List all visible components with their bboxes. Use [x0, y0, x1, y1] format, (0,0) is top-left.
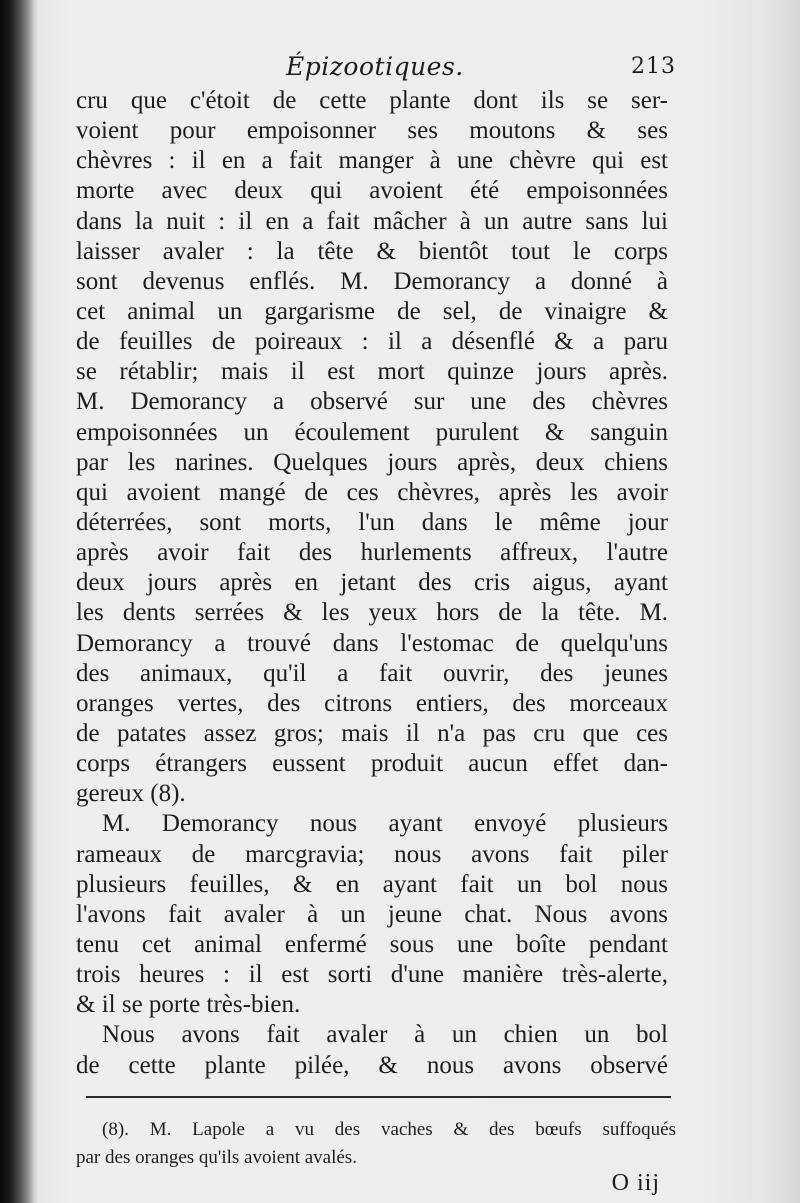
- text-line: Demorancy a trouvé dans l'estomac de quelqu'uns: [76, 629, 668, 657]
- book-page: [76, 48, 676, 1198]
- body-text: [76, 86, 668, 1081]
- paragraph-start-line: M. Demorancy nous ayant envoyé plusieurs: [102, 810, 668, 838]
- text-line: laisser avaler : la tête & bientôt tout le corps: [76, 237, 668, 265]
- text-line: de patates assez gros; mais il n'a pas cru que ces: [76, 719, 668, 747]
- text-line: M. Demorancy a observé sur une des chèvres: [76, 388, 668, 416]
- text-line: cru que c'étoit de cette plante dont ils se ser-: [76, 87, 668, 114]
- text-line: les dents serrées & les yeux hors de la tête. M.: [76, 599, 668, 627]
- text-line: rameaux de marcgravia; nous avons fait piler: [76, 840, 668, 868]
- text-line: corps étrangers eussent produit aucun effet dan-: [76, 750, 668, 778]
- text-line: après avoir fait des hurlements affreux, l'autre: [76, 539, 668, 567]
- text-line: des animaux, qu'il a fait ouvrir, des jeunes: [76, 659, 668, 687]
- text-line: chèvres : il en a fait manger à une chèvre qui est: [76, 147, 668, 175]
- text-line: dans la nuit : il en a fait mâcher à un autre sans lui: [76, 207, 668, 235]
- text-line: par les narines. Quelques jours après, deux chiens: [76, 448, 668, 476]
- running-title: Épizootiques.: [286, 52, 464, 81]
- text-line: trois heures : il est sorti d'une manière très-alerte,: [76, 961, 668, 989]
- footnote: [76, 1116, 676, 1172]
- text-line: gereux (8).: [76, 780, 186, 808]
- text-line: morte avec deux qui avoient été empoisonnées: [76, 177, 668, 205]
- text-line: & il se porte très-bien.: [76, 991, 301, 1019]
- text-line: se rétablir; mais il est mort quinze jours après.: [76, 358, 668, 386]
- text-line: plusieurs feuilles, & en ayant fait un bol nous: [76, 870, 668, 898]
- text-line: de feuilles de poireaux : il a désenflé & a paru: [76, 328, 668, 356]
- text-line: qui avoient mangé de ces chèvres, après les avoir: [76, 478, 668, 506]
- text-line: cet animal un gargarisme de sel, de vinaigre &: [76, 297, 668, 325]
- text-line: de cette plante pilée, & nous avons observé: [76, 1051, 668, 1079]
- text-line: oranges vertes, des citrons entiers, des morceaux: [76, 689, 668, 717]
- text-line: voient pour empoisonner ses moutons & ses: [76, 117, 668, 145]
- footnote-line: par des oranges qu'ils avoient avalés.: [76, 1147, 357, 1168]
- signature-mark: O iij: [611, 1170, 660, 1196]
- text-line: tenu cet animal enfermé sous une boîte pendant: [76, 930, 668, 958]
- text-line: deux jours après en jetant des cris aigus, ayant: [76, 569, 668, 597]
- text-line: l'avons fait avaler à un jeune chat. Nous avons: [76, 900, 668, 928]
- text-line: sont devenus enflés. M. Demorancy a donné à: [76, 267, 668, 295]
- paragraph-start-line: Nous avons fait avaler à un chien un bol: [102, 1021, 668, 1049]
- page-number: 213: [631, 54, 676, 79]
- footnote-rule: [86, 1096, 671, 1098]
- footnote-line: (8). M. Lapole a vu des vaches & des bœufs suffoqués: [102, 1119, 676, 1140]
- book-spine-shadow: [0, 0, 34, 1203]
- text-line: déterrées, sont morts, l'un dans le même jour: [76, 508, 668, 536]
- text-line: empoisonnées un écoulement purulent & sanguin: [76, 418, 668, 446]
